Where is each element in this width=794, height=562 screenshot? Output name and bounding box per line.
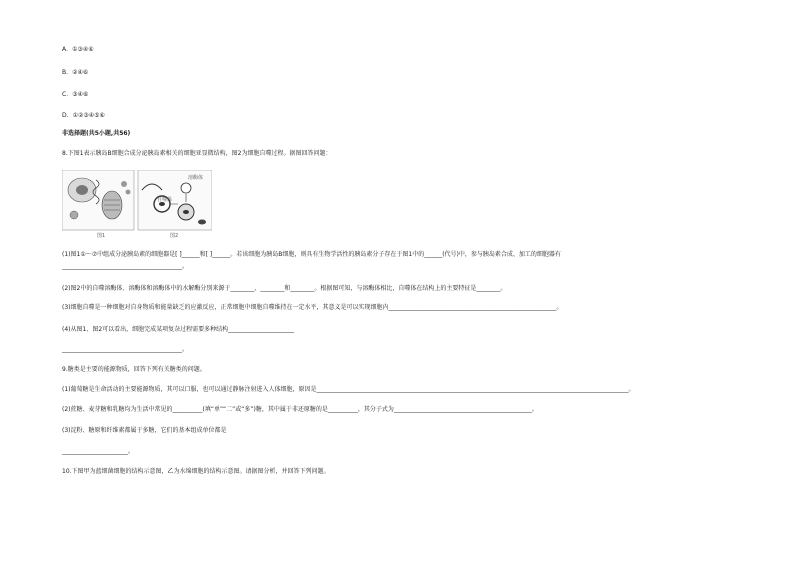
figure-1-cell-diagram xyxy=(62,170,134,230)
figure-2-caption: 图2 xyxy=(170,233,179,239)
figure-2-label-autophagosome: 自噬体 xyxy=(157,197,173,203)
q8-part4-cont: ________________________________________。 xyxy=(62,346,189,353)
option-a: A．①③④⑥ xyxy=(62,46,94,53)
figure-1-caption: 图1 xyxy=(97,233,106,239)
figure-2-label-lysosome: 溶酶体 xyxy=(188,175,204,181)
q8-stem: 8.下图1表示胰岛B细胞合成分泌胰岛素相关的细胞亚显微结构，图2为细胞自噬过程。据图回答问题： xyxy=(62,150,332,157)
q9-part3: (3)淀粉、糖原和纤维素都属于多糖，它们的基本组成单位都是 xyxy=(62,427,227,434)
q8-part2: (2)图2中的自噬溶酶体、溶酶体和溶酶体中的水解酶分别来源于________、________和________。根据图可知，与溶酶体相比，自噬体在结构上的主要特征是________。 xyxy=(62,285,507,292)
option-d: D．①②③④⑤⑥ xyxy=(62,112,105,119)
q8-part1-cont: ________________________________________。 xyxy=(62,263,189,270)
q9-part2: (2)蔗糖、麦芽糖和乳糖均为生活中常见的__________(填“单”“二”或“多”)糖，其中属于非还原糖的是__________，其分子式为______________________________________________。 xyxy=(62,406,538,413)
q9-part1: (1)葡萄糖是生命活动的主要能源物质，其可以口服，也可以通过静脉注射进入人体细胞，原因是________________________________________________________________________________________________________。 xyxy=(62,386,635,393)
q8-part4: (4)从图1、图2可以看出，细胞完成某项复杂过程需要多种结构______________________ xyxy=(62,326,295,333)
q9-part3-cont: ______________________。 xyxy=(62,448,135,455)
option-b: B．②④⑥ xyxy=(62,69,89,76)
section-title: 非选择题(共5小题,共56) xyxy=(62,130,131,137)
q9-stem: 9.糖类是主要的能源物质，回答下列有关糖类的问题。 xyxy=(62,366,206,373)
q8-part1: (1)图1①～⑦中组成分泌胰岛素的细胞器是[ ]______和[ ]______。若该细胞为胰岛B细胞，则具有生物学活性的胰岛素分子存在于图1中的______(代号)中，参与胰岛素合成、加工的细胞器有 xyxy=(62,251,561,258)
option-c: C．③④⑥ xyxy=(62,91,89,98)
q8-part3: (3)细胞自噬是一种细胞对自身物质和能量缺乏的应激反应，正常细胞中细胞自噬维持在一定水平，其意义是可以实现细胞内________________________________________________________。 xyxy=(62,304,563,311)
q10-stem: 10.下图甲为蓝细菌细胞的结构示意图，乙为水绵细胞的结构示意图。请据图分析，并回答下列问题。 xyxy=(62,468,330,475)
